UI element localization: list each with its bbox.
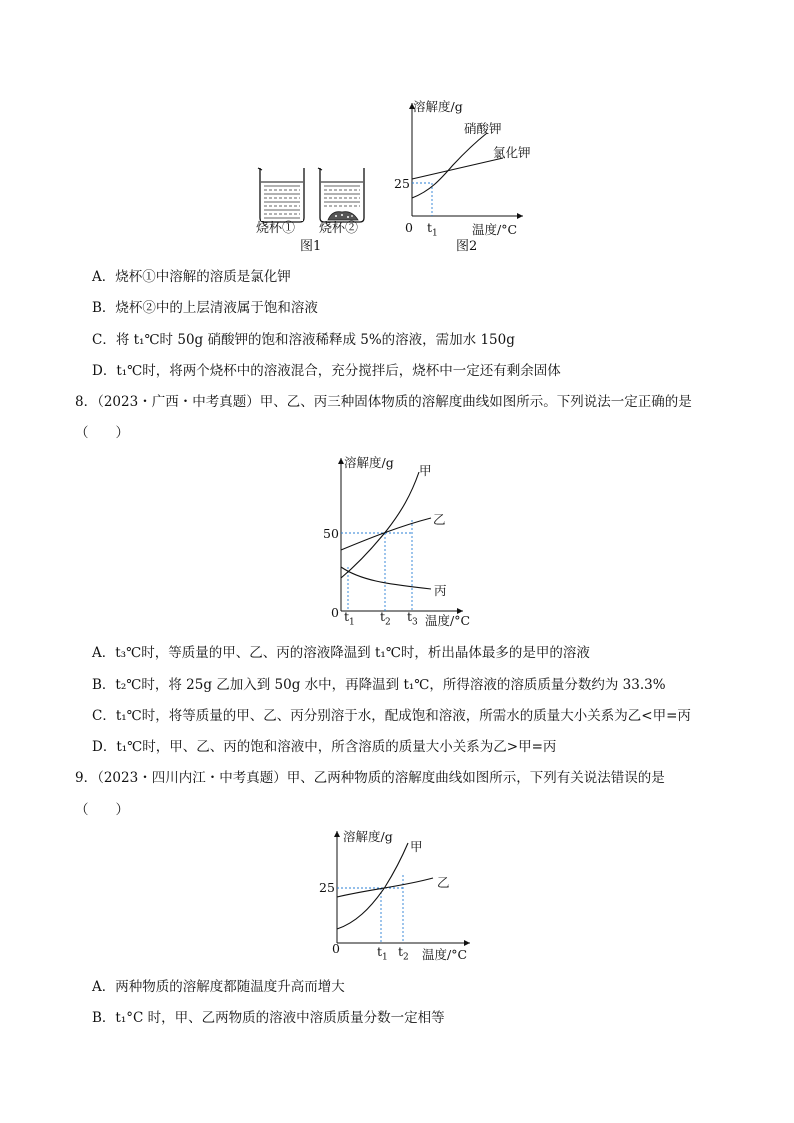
- fig2-xtick-sub: 1: [432, 228, 438, 239]
- fig4-origin: 0: [332, 941, 340, 956]
- fig4-ytick: 25: [319, 880, 335, 895]
- q9-stem: 9．（2023・四川内江・中考真题）甲、乙两种物质的溶解度曲线如图所示，下列有关说法错误的是: [75, 770, 665, 786]
- curve-kcl: [412, 158, 503, 179]
- fig4-xtick-t2: t: [398, 944, 404, 959]
- fig2-ytick: 25: [394, 176, 410, 191]
- fig3-origin: 0: [331, 605, 339, 620]
- fig4-xtick-2: [398, 943, 409, 967]
- fig4-ylabel: 溶解度/g: [343, 829, 393, 844]
- fig2-origin: 0: [405, 220, 413, 235]
- q7-option-b: B．烧杯②中的上层清液属于饱和溶液: [92, 300, 318, 316]
- fig4-xtick-sub2: 2: [403, 952, 409, 963]
- fig2-ylabel: 溶解度/g: [413, 99, 463, 114]
- curve-yi: [341, 518, 431, 550]
- fig3-ylabel: 溶解度/g: [344, 455, 394, 470]
- fig2-xtick-t: t: [427, 220, 433, 235]
- fig3-xtick-t3: t: [407, 609, 413, 624]
- fig3-xtick-sub2: 2: [385, 617, 391, 628]
- curve-kno3: [412, 133, 487, 198]
- fig4-xtick-1: [377, 943, 388, 967]
- fig3-series2-label: 乙: [433, 512, 446, 527]
- figure-3-chart: [325, 450, 475, 620]
- fig3-xtick-sub3: 3: [412, 617, 418, 628]
- q9-paren: （ ）: [75, 802, 129, 818]
- q9-option-a: A．两种物质的溶解度都随温度升高而增大: [92, 979, 345, 995]
- fig2-series2-label: 氯化钾: [493, 145, 531, 160]
- fig4-series2-label: 乙: [437, 875, 450, 890]
- fig3-xtick-1: [344, 608, 355, 632]
- fig3-xtick-3: [407, 608, 418, 632]
- fig3-xtick-sub1: 1: [349, 617, 355, 628]
- fig2-series1-label: 硝酸钾: [464, 121, 502, 136]
- q8-option-d: D．t₁℃时，甲、乙、丙的饱和溶液中，所含溶质的质量大小关系为乙>甲=丙: [92, 739, 557, 755]
- q9-option-b: B．t₁°C 时，甲、乙两物质的溶液中溶质质量分数一定相等: [92, 1010, 445, 1026]
- q8-stem: 8．（2023・广西・中考真题）甲、乙、丙三种固体物质的溶解度曲线如图所示。下列说法一定正确的是: [75, 394, 692, 410]
- curve-yi-fig4: [337, 878, 433, 897]
- fig2-xlabel: 温度/°C: [472, 222, 518, 237]
- fig3-xtick-t2: t: [380, 609, 386, 624]
- beaker-1-icon: [258, 168, 304, 222]
- beaker-1-label: 烧杯①: [256, 221, 296, 236]
- fig3-xtick-2: [380, 608, 391, 632]
- beaker-2-label: 烧杯②: [319, 221, 359, 236]
- q7-option-c: C．将 t₁℃时 50g 硝酸钾的饱和溶液稀释成 5%的溶液，需加水 150g: [92, 332, 515, 348]
- curve-bing: [341, 567, 431, 589]
- fig3-series3-label: 丙: [434, 583, 447, 598]
- fig3-xlabel: 温度/°C: [425, 613, 471, 628]
- fig3-xtick-t1: t: [344, 609, 350, 624]
- fig4-xtick-t1: t: [377, 944, 383, 959]
- fig4-series1-label: 甲: [410, 839, 423, 854]
- fig3-series1-label: 甲: [419, 463, 432, 478]
- q8-option-a: A．t₃℃时，等质量的甲、乙、丙的溶液降温到 t₁℃时，析出晶体最多的是甲的溶液: [92, 645, 590, 661]
- q8-paren: （ ）: [75, 425, 129, 441]
- q7-option-d: D．t₁℃时，将两个烧杯中的溶液混合，充分搅拌后，烧杯中一定还有剩余固体: [92, 363, 561, 379]
- q7-option-a: A．烧杯①中溶解的溶质是氯化钾: [92, 269, 291, 285]
- fig3-ytick: 50: [323, 526, 339, 541]
- figure-1-caption: 图1: [300, 239, 322, 254]
- q8-option-b: B．t₂℃时，将 25g 乙加入到 50g 水中，再降温到 t₁℃，所得溶液的溶质质量分数约为 33.3%: [92, 677, 666, 693]
- fig4-xlabel: 温度/°C: [422, 947, 468, 962]
- q8-option-c: C．t₁℃时，将等质量的甲、乙、丙分别溶于水，配成饱和溶液，所需水的质量大小关系为乙<甲=丙: [92, 708, 691, 724]
- figure-2-caption: 图2: [456, 239, 478, 254]
- beaker-2-icon: [318, 168, 364, 222]
- fig4-xtick-sub1: 1: [382, 952, 388, 963]
- fig2-xtick: [427, 219, 438, 243]
